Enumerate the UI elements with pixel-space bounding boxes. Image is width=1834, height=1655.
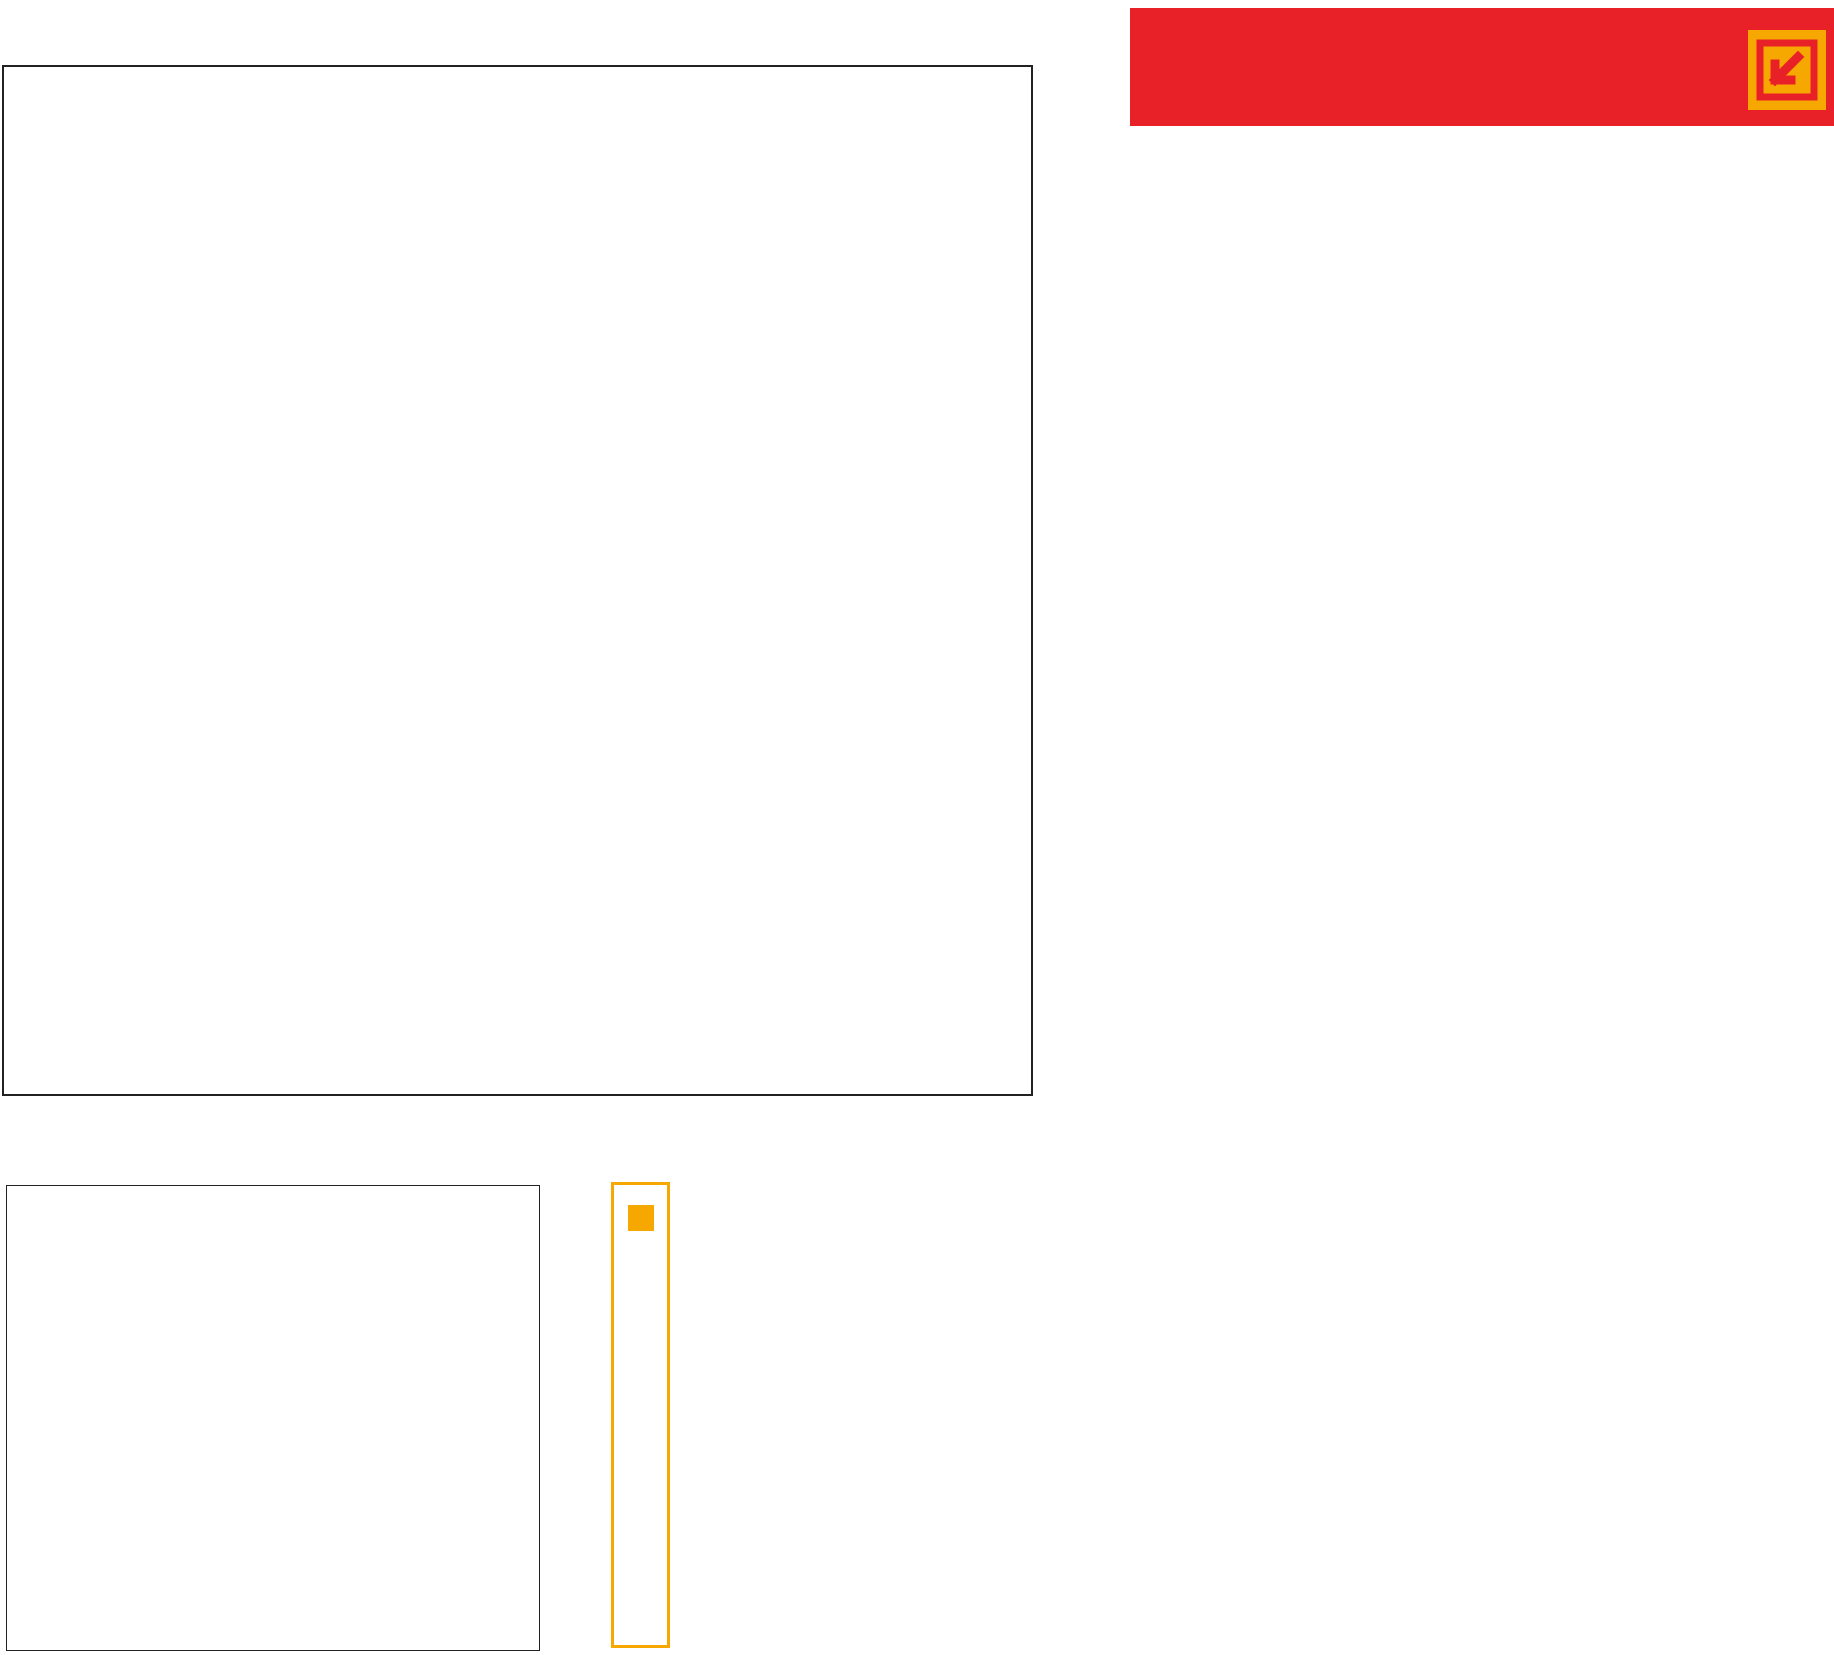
solution-grid bbox=[6, 1185, 540, 1651]
header-banner bbox=[1130, 8, 1834, 126]
solution-title-box bbox=[611, 1182, 670, 1648]
solution-column-numbers bbox=[0, 1160, 570, 1186]
arrow-down-left-icon bbox=[1748, 30, 1826, 110]
crossword-grid bbox=[2, 65, 1033, 1096]
logo-icon bbox=[628, 1205, 654, 1231]
column-numbers bbox=[0, 0, 1090, 50]
